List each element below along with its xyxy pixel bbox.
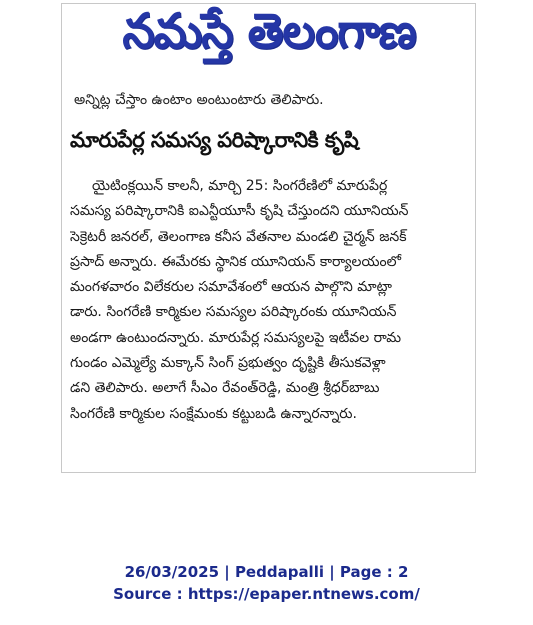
cut-off-text-line — [70, 90, 468, 114]
article-line: అండగా ఉంటుందన్నారు. మారుపేర్ల సమస్యలపై ఇటీవల రామ — [70, 329, 402, 346]
article-line: సమస్య పరిష్కారానికి ఐఎన్టీయూసీ కృషి చేస్తుందని యూనియన్ — [70, 203, 409, 220]
article-line: మంగళవారం విలేకరుల సమావేశంలో ఆయన పాల్గొని మాట్లా — [70, 279, 392, 296]
footer-dateline: 26/03/2025 | Peddapalli | Page : 2 — [124, 563, 409, 581]
article-line: ప్రసాద్ అన్నారు. ఈమేరకు స్థానిక యూనియన్ కార్యాలయంలో — [70, 253, 401, 270]
footer-source-link[interactable]: Source : https://epaper.ntnews.com/ — [113, 585, 420, 603]
masthead-title: నమస్తే తెలంగాణ — [122, 6, 416, 60]
article-headline: మారుపేర్ల సమస్య పరిష్కారానికి కృషి — [70, 128, 359, 152]
article-line: గుండం ఎమ్మెల్యే మక్కాన్ సింగ్ ప్రభుత్వం దృష్టికి తీసుకవెళ్లా — [70, 355, 386, 372]
article-line: సింగరేణి కార్మికుల సంక్షేమంకు కట్టుబడి ఉన్నారన్నారు. — [70, 405, 357, 422]
newspaper-masthead — [70, 6, 468, 68]
article-line: యైటింక్లయిన్ కాలనీ, మార్చి 25: సింగరేణిలో మారుపేర్ల — [92, 178, 388, 194]
article-line: డని తెలిపారు. అలాగే సీఎం రేవంత్‌రెడ్డి, మంత్రి శ్రీధర్‌బాబు — [70, 380, 380, 397]
cut-off-text: అన్నిట్ల చేస్తాం ఉంటాం అంటుంటారు తెలిపారు. — [74, 92, 324, 108]
article-body — [70, 174, 465, 427]
article-line: సెక్రెటరీ జనరల్, తెలంగాణ కనీస వేతనాల మండలి చైర్మన్ జనక్ — [70, 228, 407, 245]
article-line: డారు. సింగరేణి కార్మికుల సమస్యల పరిష్కారంకు యూనియన్ — [70, 304, 397, 321]
